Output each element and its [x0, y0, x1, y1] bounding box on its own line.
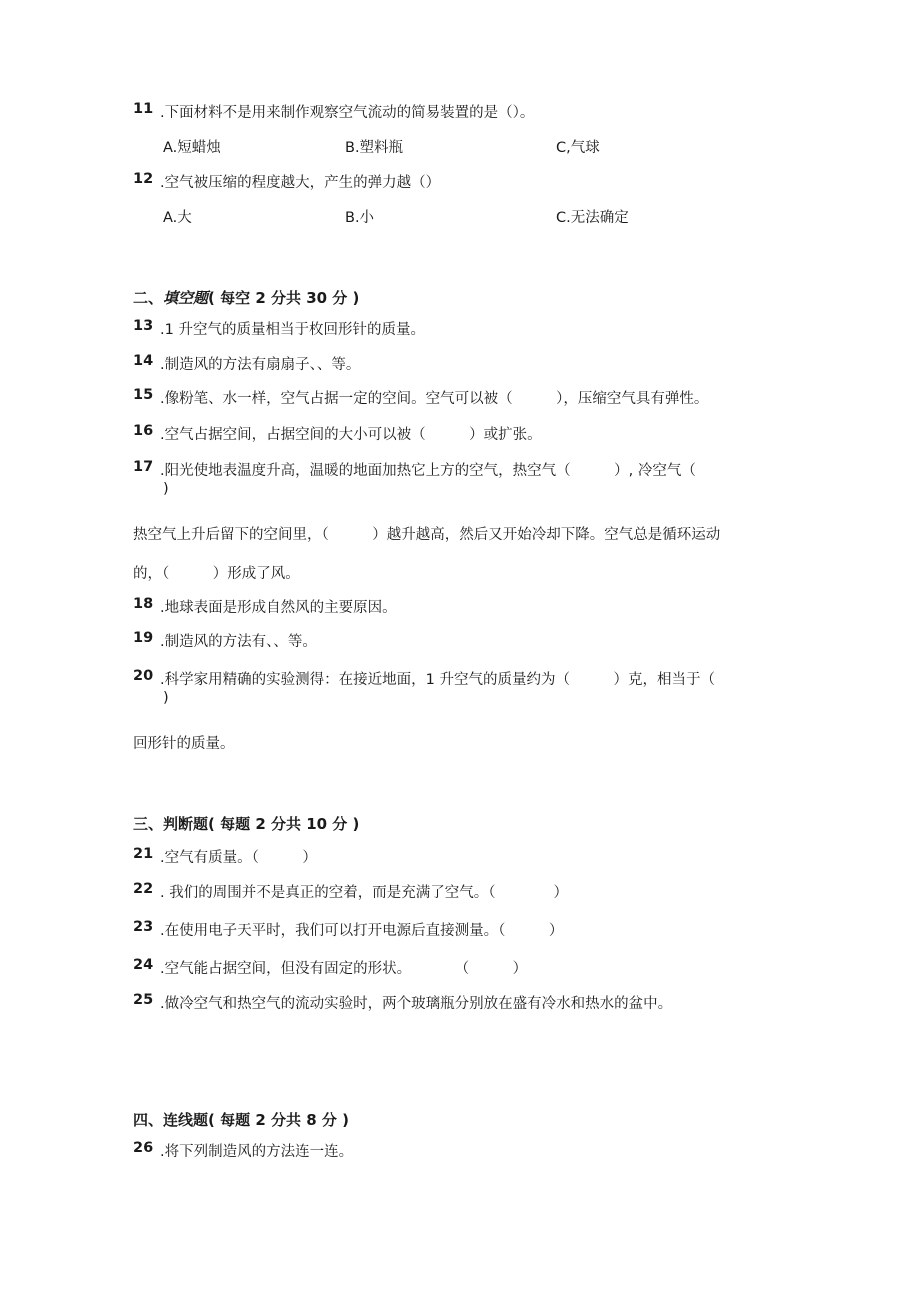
question-20-text: .科学家用精确的实验测得：在接近地面，1 升空气的质量约为（ ）克，相当于（: [160, 672, 715, 688]
question-14-number: 14: [133, 353, 154, 369]
question-22-text: . 我们的周围并不是真正的空着，而是充满了空气。（ ）: [160, 885, 568, 901]
question-24-text: .空气能占据空间，但没有固定的形状。 （ ）: [160, 961, 528, 977]
question-12-option-b: B.小: [345, 210, 375, 226]
section-2-heading: [133, 287, 359, 308]
question-20-number: 20: [133, 668, 154, 684]
question-12-option-a: A.大: [163, 210, 192, 226]
section-2-score: ( 每空 2 分共 30 分 ): [208, 289, 360, 307]
question-25-number: 25: [133, 992, 154, 1008]
question-15-text: .像粉笔、水一样，空气占据一定的空间。空气可以被（ ），压缩空气具有弹性。: [160, 391, 709, 407]
question-25-text: .做冷空气和热空气的流动实验时，两个玻璃瓶分别放在盛有冷水和热水的盆中。: [160, 996, 673, 1012]
question-16-number: 16: [133, 423, 154, 439]
question-11-option-c: C,气球: [556, 140, 600, 156]
question-11-number: 11: [133, 101, 154, 117]
question-17-number: 17: [133, 459, 154, 475]
question-17-text: .阳光使地表温度升高，温暖的地面加热它上方的空气，热空气（ ）, 冷空气（: [160, 463, 696, 479]
question-26-number: 26: [133, 1140, 154, 1156]
section-3-title: 三、判断题: [133, 815, 209, 833]
question-12-option-c: C.无法确定: [556, 210, 629, 226]
question-18-number: 18: [133, 596, 154, 612]
question-17-continuation: ): [163, 481, 169, 497]
question-23-number: 23: [133, 919, 154, 935]
question-11-option-a: A.短蜡烛: [163, 140, 221, 156]
question-14-text: .制造风的方法有扇扇子、、等。: [160, 357, 361, 373]
question-23-text: .在使用电子天平时，我们可以打开电源后直接测量。（ ）: [160, 923, 564, 939]
question-12-number: 12: [133, 171, 154, 187]
section-3-heading: [133, 813, 359, 834]
section-2-title: 填空题: [163, 289, 209, 307]
question-19-text: .制造风的方法有、、等。: [160, 634, 317, 650]
section-4-score: ( 每题 2 分共 8 分 ): [208, 1111, 349, 1129]
question-20-line-2: 回形针的质量。: [133, 736, 235, 752]
question-19-number: 19: [133, 630, 154, 646]
question-11-text: .下面材料不是用来制作观察空气流动的简易装置的是（）。: [160, 105, 535, 121]
question-26-text: .将下列制造风的方法连一连。: [160, 1144, 354, 1160]
question-24-number: 24: [133, 957, 154, 973]
question-17-line-3: 的，（ ）形成了风。: [133, 566, 300, 582]
question-12-text: .空气被压缩的程度越大，产生的弹力越（）: [160, 175, 441, 191]
question-11-option-b: B.塑料瓶: [345, 140, 404, 156]
question-13-number: 13: [133, 318, 154, 334]
question-21-number: 21: [133, 846, 154, 862]
question-17-line-2: 热空气上升后留下的空间里，（ ）越升越高，然后又开始冷却下降。空气总是循环运动: [133, 527, 721, 543]
section-4-heading: [133, 1109, 349, 1130]
section-2-prefix: 二、: [133, 289, 164, 307]
question-18-text: .地球表面是形成自然风的主要原因。: [160, 600, 397, 616]
section-3-score: ( 每题 2 分共 10 分 ): [208, 815, 360, 833]
question-22-number: 22: [133, 881, 154, 897]
question-13-text: .1 升空气的质量相当于枚回形针的质量。: [160, 322, 425, 338]
section-4-title: 四、连线题: [133, 1111, 209, 1129]
question-21-text: .空气有质量。（ ）: [160, 850, 317, 866]
question-16-text: .空气占据空间，占据空间的大小可以被（ ）或扩张。: [160, 427, 542, 443]
question-20-continuation: ): [163, 690, 169, 706]
question-15-number: 15: [133, 387, 154, 403]
